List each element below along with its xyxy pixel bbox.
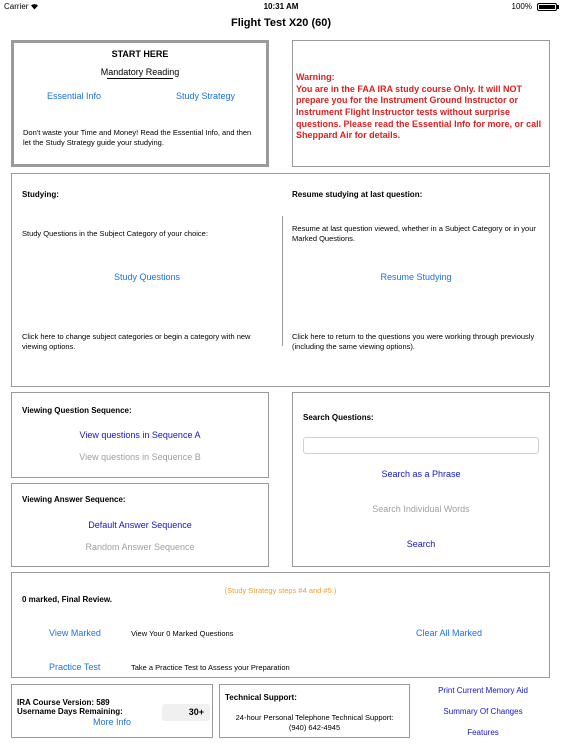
print-memory-aid-link[interactable]: Print Current Memory Aid [438,686,528,695]
page-title: Flight Test X20 (60) [230,17,332,29]
study-panel [11,173,550,387]
study-questions-button[interactable]: Study Questions [113,272,181,282]
sequence-b-option[interactable]: View questions in Sequence B [79,452,201,462]
mandatory-reading-label: Mandatory Reading [100,67,180,77]
resume-desc: Resume at last question viewed, whether in a Subject Category or in your Marked Questions. [292,224,536,244]
technical-support-panel [219,684,410,738]
features-link[interactable]: Features [467,728,499,737]
status-time: 10:31 AM [263,2,299,11]
start-here-panel [11,40,269,167]
sequence-a-option[interactable]: View questions in Sequence A [79,430,201,440]
review-panel [11,572,550,678]
course-version: IRA Course Version: 589 [17,698,110,707]
battery-tip [557,5,559,9]
start-here-note: Don't waste your Time and Money! Read the Essential Info, and then let the Study Strategy guide your studying. [23,128,252,148]
summary-of-changes-link[interactable]: Summary Of Changes [443,707,523,716]
question-sequence-heading: Viewing Question Sequence: [22,406,132,415]
studying-heading: Studying: [22,190,59,199]
view-marked-desc: View Your 0 Marked Questions [131,629,234,638]
resume-footer: Click here to return to the questions you were working through previously (including the same viewing options). [292,332,535,352]
studying-desc: Study Questions in the Subject Category of your choice: [22,229,208,238]
more-info-link[interactable]: More Info [93,717,132,727]
practice-test-desc: Take a Practice Test to Assess your Preparation [131,663,290,672]
marked-status: 0 marked, Final Review. [22,595,112,604]
question-sequence-panel [11,392,269,478]
technical-support-phone: (940) 642-4945 [288,723,341,732]
view-marked-button[interactable]: View Marked [49,628,101,638]
battery-icon [537,3,557,11]
days-remaining-value: 30+ [162,704,210,721]
course-info-panel [11,684,213,738]
search-individual-words-button[interactable]: Search Individual Words [372,504,470,514]
practice-test-button[interactable]: Practice Test [49,662,101,672]
warning-panel [292,40,550,167]
resume-heading: Resume studying at last question: [292,190,423,199]
essential-info-link[interactable]: Essential Info [47,91,102,101]
default-answer-sequence-option[interactable]: Default Answer Sequence [88,520,192,530]
study-strategy-link[interactable]: Study Strategy [176,91,236,101]
start-here-title: START HERE [111,49,169,59]
carrier-label: Carrier [4,2,29,11]
status-bar [0,0,562,14]
studying-footer: Click here to change subject categories or begin a category with new viewing options. [22,332,251,352]
mandatory-reading-underline [107,78,173,79]
warning-text: Warning: You are in the FAA IRA study course Only. It will NOT prepare you for the Instrument Ground Instructor or Instrument Flight Instructor tests without surprise questions. Please read the Essential Info for more, or call Sheppard Air for details. [296,72,542,141]
random-answer-sequence-option[interactable]: Random Answer Sequence [85,542,195,552]
search-input[interactable] [303,437,539,454]
resume-studying-button[interactable]: Resume Studying [380,272,452,282]
search-phrase-button[interactable]: Search as a Phrase [381,469,461,479]
search-panel [292,392,550,567]
answer-sequence-panel [11,483,269,567]
answer-sequence-heading: Viewing Answer Sequence: [22,495,126,504]
study-strategy-steps-note: (Study Strategy steps #4 and #5:) [224,586,337,595]
technical-support-line: 24-hour Personal Telephone Technical Support: [235,713,394,722]
search-heading: Search Questions: [303,413,374,422]
search-button[interactable]: Search [406,539,436,549]
battery-percent: 100% [511,2,532,11]
days-remaining-label: Username Days Remaining: [17,707,123,716]
technical-support-heading: Technical Support: [225,693,297,702]
clear-all-marked-button[interactable]: Clear All Marked [416,628,483,638]
